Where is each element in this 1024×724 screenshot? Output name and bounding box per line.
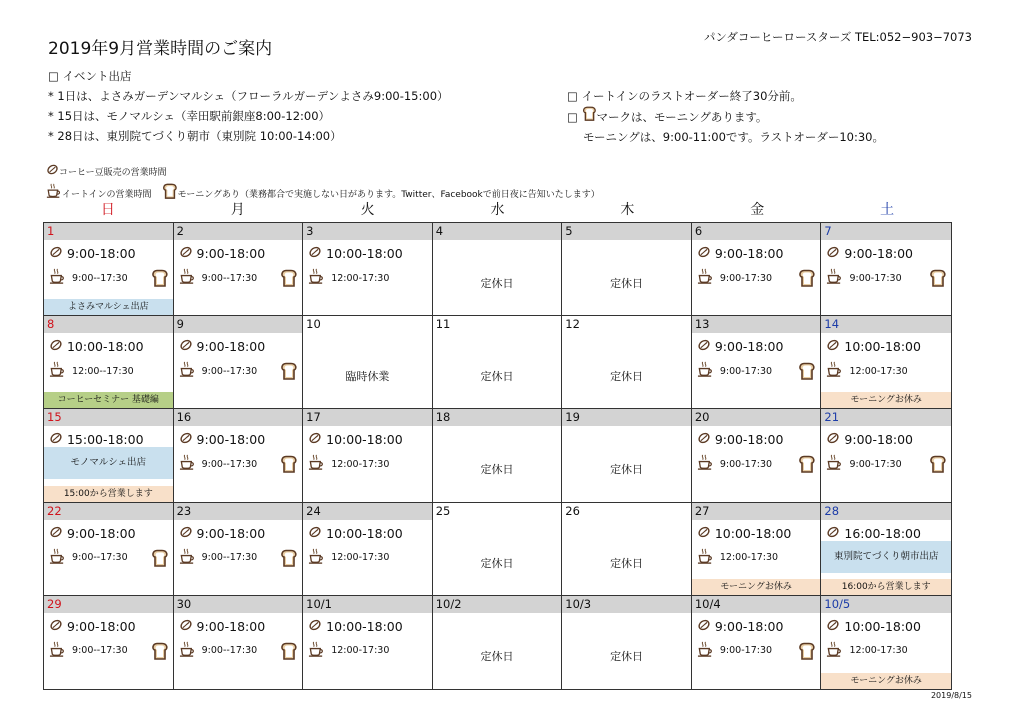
sales-time: 10:00-18:00 [326,525,403,541]
coffee-cup-icon [697,361,714,381]
day-number: 6 [692,223,821,240]
closed-label: 定休日 [610,277,644,290]
toast-icon [582,106,597,127]
bean-sales-hours [49,618,136,635]
sales-time: 9:00-18:00 [844,432,914,448]
sales-time: 9:00-18:00 [66,525,136,541]
coffee-bean-icon [49,431,63,448]
calendar-grid [43,222,952,690]
coffee-bean-icon [179,245,193,262]
coffee-cup-icon [179,454,196,474]
eatin-hours [49,641,128,661]
eatin-time: 12:00-17:30 [331,458,390,470]
day-number: 2 [174,223,303,240]
closed-label: 臨時休業 [345,370,390,384]
calendar-day [174,316,304,409]
coffee-bean-icon [697,338,711,355]
eatin-hours [308,548,389,568]
toast-icon [151,269,169,291]
sales-time: 10:00-18:00 [326,246,403,261]
coffee-bean-icon [697,245,711,262]
day-number: 22 [44,503,173,520]
eatin-time: 9:00--17:30 [201,645,258,657]
coffee-cup-icon [826,268,843,288]
coffee-cup-icon [697,548,714,568]
toast-icon [798,455,816,477]
eatin-time: 9:00--17:30 [201,552,258,564]
event-tag: 15:00から営業します [44,486,173,502]
calendar-day [821,316,951,409]
eatin-hours [826,361,907,381]
eatin-time: 9:00--17:30 [72,552,128,564]
calendar-day [303,316,433,409]
coffee-cup-icon [49,268,66,288]
eatin-hours [179,268,258,288]
day-number: 30 [174,596,303,613]
morning-note [567,106,884,127]
calendar-day [692,409,822,502]
event-note: * 28日は、東別院てづくり朝市（東別院 10:00-14:00） [48,129,342,143]
closed-label: 定休日 [480,370,514,384]
eatin-time: 9:00-17:30 [719,458,773,470]
bean-sales-hours [826,618,921,635]
sales-time: 16:00-18:00 [844,525,921,541]
day-number: 10/5 [821,596,951,613]
closed-label: 定休日 [480,649,514,663]
legend-beans-label: コーヒー豆販売の営業時間 [59,168,167,178]
day-number: 18 [433,409,562,426]
day-number: 11 [435,317,451,332]
calendar-day [433,409,563,502]
sales-time: 9:00-18:00 [196,525,266,541]
calendar-day [433,223,563,316]
bean-sales-hours [179,525,266,542]
coffee-cup-icon [826,361,843,381]
eatin-hours [826,641,907,661]
coffee-bean-icon [697,431,711,448]
event-tag: モノマルシェ出店 [44,447,173,479]
sales-time: 9:00-18:00 [66,246,136,261]
bean-sales-hours [308,618,403,635]
eatin-time: 9:00-17:30 [719,645,773,657]
sales-time: 9:00-18:00 [196,618,266,634]
calendar-day [174,223,304,316]
coffee-bean-icon [46,163,59,183]
bean-sales-hours [49,431,144,448]
toast-icon [280,455,298,477]
sales-time: 9:00-18:00 [196,432,266,448]
bean-sales-hours [308,245,403,262]
toast-icon [798,362,816,384]
toast-icon [151,642,169,664]
eatin-hours [49,361,134,381]
eatin-hours [308,454,389,474]
day-number: 29 [44,596,173,613]
coffee-cup-icon [697,268,714,288]
day-number: 4 [433,223,562,240]
event-tag: 16:00から営業します [821,579,951,595]
coffee-bean-icon [308,525,322,542]
calendar-day [562,503,692,596]
coffee-bean-icon [308,618,322,635]
calendar-day [821,223,951,316]
coffee-cup-icon [697,454,714,474]
eatin-hours [826,454,901,474]
day-number: 9 [174,316,303,333]
day-number: 14 [821,316,951,333]
coffee-bean-icon [179,618,193,635]
coffee-bean-icon [308,245,322,262]
calendar-day [174,596,304,689]
day-number: 20 [692,409,821,426]
toast-icon [280,362,298,384]
calendar-day [433,503,563,596]
sales-time: 9:00-18:00 [844,246,914,261]
calendar-day [433,596,563,689]
toast-icon [280,269,298,291]
sales-time: 9:00-18:00 [196,339,266,355]
coffee-bean-icon [49,618,63,635]
eatin-time: 12:00--17:30 [72,365,134,377]
coffee-bean-icon [826,431,840,448]
sales-time: 10:00-18:00 [66,339,144,355]
calendar-day [303,503,433,596]
day-number: 12 [565,317,580,332]
closed-label: 定休日 [480,556,514,570]
event-note: * 15日は、モノマルシェ（幸田駅前銀座8:00-12:00） [48,109,331,123]
coffee-bean-icon [826,525,840,542]
sales-time: 9:00-18:00 [66,618,136,634]
eatin-hours [49,268,128,288]
morning-hours: モーニングは、9:00-11:00です。ラストオーダー10:30。 [583,130,884,144]
calendar-day [562,596,692,689]
event-tag: よさみマルシェ出店 [44,299,173,315]
sales-time: 9:00-18:00 [714,618,784,634]
bean-sales-hours [179,338,266,355]
day-number: 8 [44,316,173,333]
eatin-time: 9:00-17:30 [719,272,773,284]
calendar-day [303,596,433,689]
weekday-label: 木 [620,202,635,218]
closed-label: 定休日 [610,649,644,663]
calendar-day [44,316,174,409]
eatin-note: □ イートインのラストオーダー終了30分前。 [567,89,802,103]
bean-sales-hours [179,245,266,262]
sales-time: 10:00-18:00 [844,339,921,355]
issue-date: 2019/8/15 [930,691,972,700]
event-tag: モーニングお休み [692,579,821,595]
event-tag: 東別院てづくり朝市出店 [821,541,951,573]
day-number: 27 [692,503,821,520]
calendar-day [44,223,174,316]
sales-time: 9:00-18:00 [714,246,784,261]
event-tag: モーニングお休み [821,392,951,408]
sales-time: 10:00-18:00 [326,432,403,448]
toast-icon [798,642,816,664]
sales-time: 9:00-18:00 [714,339,784,355]
eatin-time: 12:00-17:30 [331,552,390,564]
eatin-time: 9:00-17:30 [719,365,773,377]
calendar-day [44,503,174,596]
day-number: 10 [306,317,321,332]
coffee-cup-icon [826,454,843,474]
bean-sales-hours [697,245,784,262]
day-number: 19 [562,409,691,426]
calendar-day [562,223,692,316]
event-tag: コーヒーセミナー 基礎編 [44,392,173,408]
calendar-day [692,223,822,316]
event-note: * 1日は、よさみガーデンマルシェ（フローラルガーデンよさみ9:00-15:00） [48,89,449,103]
calendar-day [174,409,304,502]
bean-sales-hours [179,618,266,635]
bean-sales-hours [826,431,913,448]
coffee-bean-icon [308,431,322,448]
calendar-day [174,503,304,596]
coffee-bean-icon [49,525,63,542]
calendar-day [44,596,174,689]
coffee-bean-icon [179,431,193,448]
weekday-label: 金 [750,202,765,218]
calendar-day [433,316,563,409]
coffee-bean-icon [179,525,193,542]
calendar-day [692,316,822,409]
sales-time: 10:00-18:00 [844,618,921,634]
sales-time: 15:00-18:00 [66,432,144,448]
eatin-time: 12:00-17:30 [849,645,908,657]
legend-morning-label: モーニングあり（業務都合で実施しない日があります。Twitter、Facebookで前日夜に告知いたします） [177,189,600,200]
calendar-day [303,409,433,502]
coffee-cup-icon [308,454,325,474]
legend-eatin-label: イートインの営業時間 [62,189,152,200]
day-number: 3 [303,223,432,240]
coffee-cup-icon [179,641,196,661]
day-number: 13 [692,316,821,333]
eatin-time: 12:00-17:30 [719,552,779,564]
bean-sales-hours [49,525,136,542]
calendar-day [821,596,951,689]
sales-time: 10:00-18:00 [714,525,792,541]
day-number: 16 [174,409,303,426]
day-number: 24 [303,503,432,520]
day-number: 10/2 [433,596,562,613]
eatin-hours [179,361,258,381]
bean-sales-hours [49,338,144,355]
calendar-day [303,223,433,316]
weekday-label: 日 [100,202,115,218]
weekday-label: 火 [360,202,375,218]
sales-time: 9:00-18:00 [714,432,784,448]
coffee-bean-icon [179,338,193,355]
coffee-cup-icon [308,268,325,288]
closed-label: 定休日 [610,370,644,384]
bean-sales-hours [697,618,784,635]
sales-time: 9:00-18:00 [196,246,266,261]
eatin-time: 9:00-17:30 [849,458,902,470]
calendar-day [821,409,951,502]
coffee-bean-icon [49,338,63,355]
calendar-day [562,409,692,502]
bean-sales-hours [179,431,266,448]
eatin-hours [697,454,772,474]
info-notes [567,86,884,147]
eatin-time: 12:00-17:30 [331,645,390,657]
eatin-time: 12:00-17:30 [331,272,390,284]
eatin-time: 9:00--17:30 [201,272,258,284]
eatin-time: 9:00-17:30 [849,272,902,284]
coffee-bean-icon [826,245,840,262]
day-number: 17 [303,409,432,426]
bean-sales-hours [826,525,921,542]
bean-sales-hours [826,245,913,262]
coffee-cup-icon [308,641,325,661]
coffee-cup-icon [49,641,66,661]
calendar-day [44,409,174,502]
day-number: 15 [44,409,173,426]
eatin-hours [179,548,258,568]
eatin-hours [179,454,258,474]
sales-time: 10:00-18:00 [326,618,403,634]
coffee-cup-icon [826,641,843,661]
eatin-time: 9:00--17:30 [201,458,258,470]
weekday-label: 水 [490,202,505,218]
coffee-cup-icon [308,548,325,568]
toast-icon [929,455,947,477]
calendar-day [692,596,822,689]
bean-sales-hours [826,338,921,355]
eatin-time: 9:00--17:30 [72,645,128,657]
eatin-time: 9:00--17:30 [201,365,258,377]
weekday-label: 月 [230,202,245,218]
eatin-hours [49,548,128,568]
coffee-bean-icon [826,338,840,355]
event-tag: モーニングお休み [821,673,951,689]
coffee-cup-icon [179,268,196,288]
coffee-cup-icon [49,361,66,381]
toast-icon [798,269,816,291]
eatin-hours [697,548,778,568]
bean-sales-hours [697,525,792,542]
bean-sales-hours [308,525,403,542]
morning-prefix: □ [567,109,582,124]
day-number: 5 [562,223,691,240]
closed-label: 定休日 [610,463,644,477]
closed-label: 定休日 [610,556,644,570]
eatin-time: 9:00--17:30 [72,272,128,284]
coffee-bean-icon [697,525,711,542]
day-number: 21 [821,409,951,426]
coffee-bean-icon [697,618,711,635]
page-title: 2019年9月営業時間のご案内 [48,39,273,59]
eatin-hours [308,268,389,288]
day-number: 10/3 [562,596,691,613]
day-number: 10/4 [692,596,821,613]
toast-icon [151,549,169,571]
calendar-day [692,503,822,596]
day-number: 1 [44,223,173,240]
closed-label: 定休日 [480,463,514,477]
day-number: 7 [821,223,951,240]
calendar-day [562,316,692,409]
day-number: 10/1 [303,596,432,613]
weekday-label: 土 [880,202,895,218]
eatin-hours [697,641,772,661]
day-number: 26 [565,503,580,518]
eatin-hours [308,641,389,661]
toast-icon [280,549,298,571]
shop-contact: パンダコーヒーロースターズ TEL:052−903−7073 [703,30,972,44]
bean-sales-hours [697,431,784,448]
toast-icon [929,269,947,291]
calendar-day [821,503,951,596]
legend-beans [46,163,600,183]
day-number: 28 [821,503,951,520]
coffee-cup-icon [179,361,196,381]
eatin-hours [697,268,772,288]
bean-sales-hours [49,245,136,262]
eatin-hours [179,641,258,661]
bean-sales-hours [697,338,784,355]
closed-label: 定休日 [480,277,514,290]
day-number: 23 [174,503,303,520]
eatin-hours [826,268,901,288]
event-notes [48,66,449,146]
coffee-cup-icon [697,641,714,661]
morning-mark: マークは、モーニングあります。 [596,109,768,124]
coffee-cup-icon [49,548,66,568]
coffee-bean-icon [826,618,840,635]
day-number: 25 [435,503,451,518]
coffee-cup-icon [179,548,196,568]
toast-icon [280,642,298,664]
bean-sales-hours [308,431,403,448]
event-heading: □ イベント出店 [48,69,132,83]
coffee-bean-icon [49,245,63,262]
eatin-time: 12:00-17:30 [849,365,908,377]
eatin-hours [697,361,772,381]
